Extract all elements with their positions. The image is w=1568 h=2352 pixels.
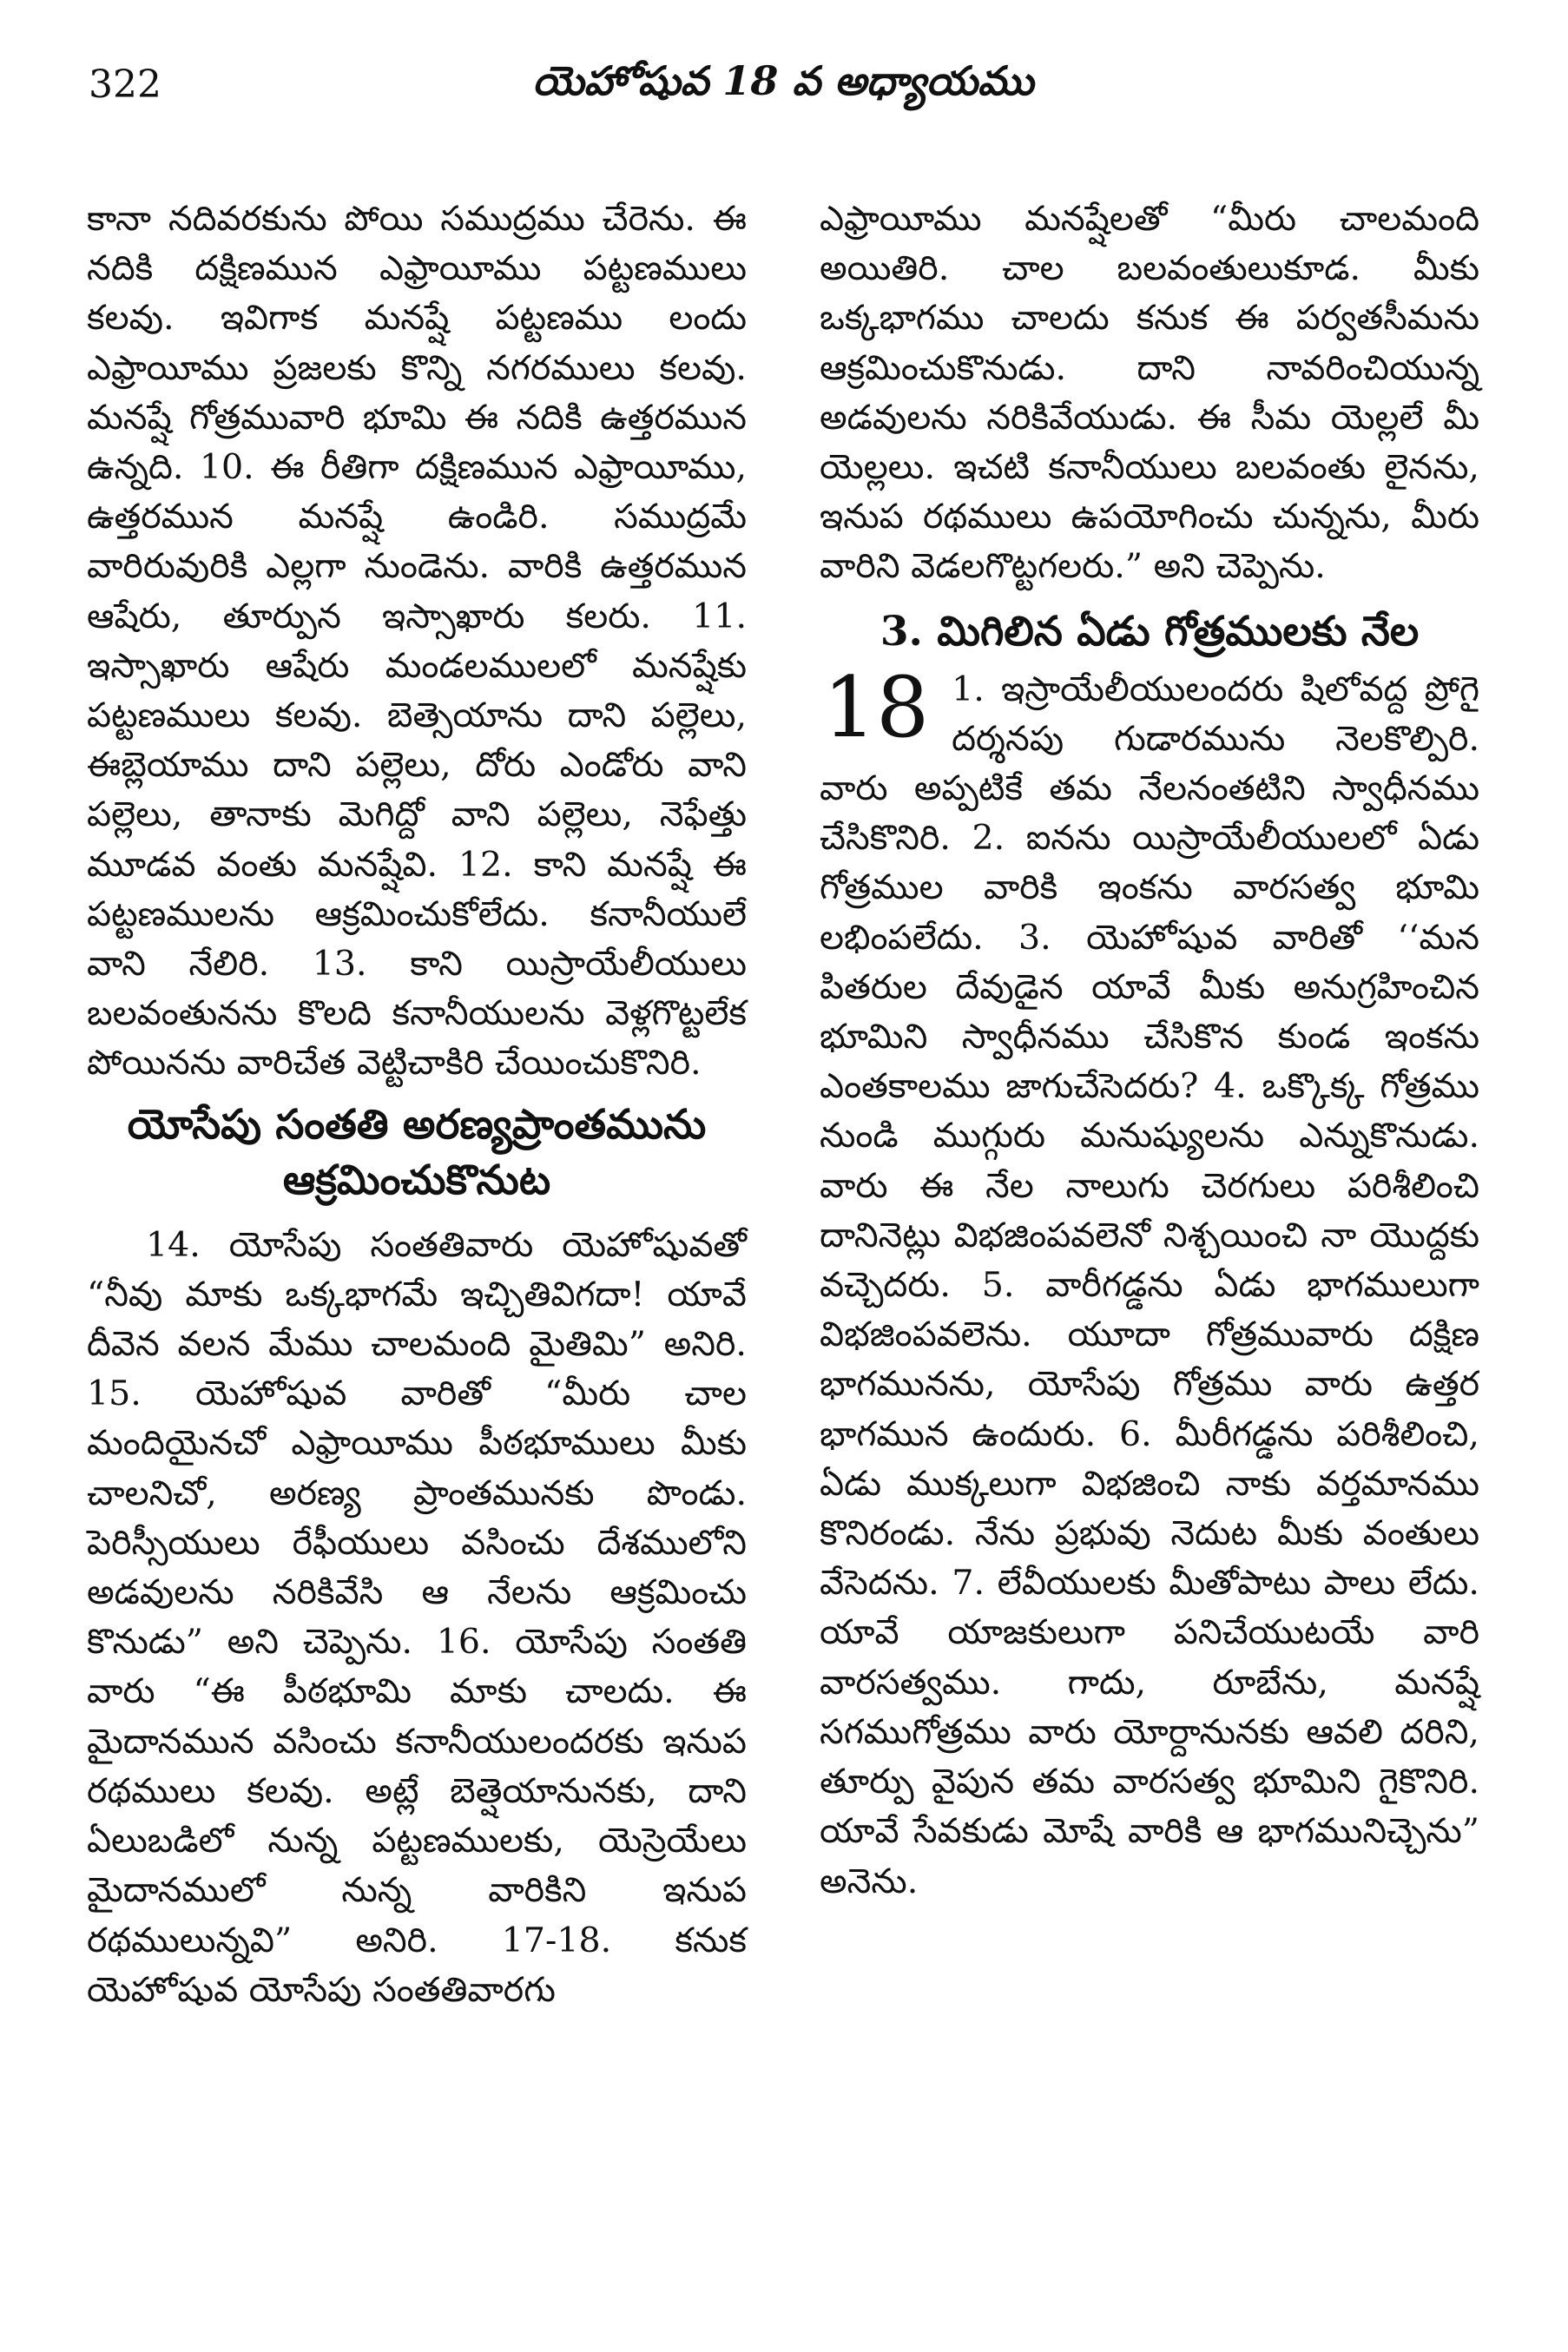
page-number: 322 — [89, 63, 161, 107]
left-paragraph-2: 14. యోసేపు సంతతివారు యెహోషువతో “నీవు మాకు ఒక్కభాగమే ఇచ్చితివిగదా! యావే దీవెన వలన మేము చాలమంది మైతిమి” అనిరి. 15. యెహోషువ వారితో “మీరు చాల మందియైనచో ఎఫ్రాయీము పీఠభూములు మీకు చాలనిచో, అరణ్య ప్రాంతమునకు పొండు. పెరిస్సీయులు రేఫీయులు వసించు దేశములోని అడవులను నరికివేసి ఆ నేలను ఆక్రమించు కొనుడు” అని చెప్పెను. 16. యోసేపు సంతతి వారు “ఈ పీఠభూమి మాకు చాలదు. ఈ మైదానమున వసించు కనానీయులందరకు ఇనుప రథములు కలవు. అట్లే బెత్షెయానునకు, దాని ఏలుబడిలో నున్న పట్టణములకు, యెస్రెయేలు మైదానములో నున్న వారికిని ఇనుప రథములున్నవి” అనిరి. 17-18. కనుక యెహోషువ యోసేపు సంతతివారగు — [87, 1224, 747, 2010]
section-heading-joseph: యోసేపు సంతతి అరణ్యప్రాంతమును ఆక్రమించుకొనుట — [127, 1100, 707, 1204]
text-columns — [87, 194, 1479, 2015]
chapter-block — [820, 658, 1479, 1907]
running-title: యెహోషువ 18 వ అధ్యాయము — [532, 57, 1034, 104]
left-paragraph-1: కానా నదివరకును పోయి సముద్రము చేరెను. ఈ నదికి దక్షిణమున ఎఫ్రాయీము పట్టణములు కలవు. ఇవిగాక మనష్షే పట్టణము లందు ఎఫ్రాయీము ప్రజలకు కొన్ని నగరములు కలవు. మనష్షే గోత్రమువారి భూమి ఈ నదికి ఉత్తరమున ఉన్నది. 10. ఈ రీతిగా దక్షిణమున ఎఫ్రాయీము, ఉత్తరమున మనష్షే ఉండిరి. సముద్రమే వారిరువురికి ఎల్లగా నుండెను. వారికి ఉత్తరమున ఆషేరు, తూర్పున ఇస్సాఖారు కలరు. 11. ఇస్సాఖారు ఆషేరు మండలములలో మనష్షేకు పట్టణములు కలవు. బెత్సెయాను దాని పల్లెలు, ఈబ్లెయాము దాని పల్లెలు, దోరు ఎండోరు వాని పల్లెలు, తానాకు మెగిద్దో వాని పల్లెలు, నెఫేత్తు మూడవ వంతు మనష్షేవి. 12. కాని మనష్షే ఈ పట్టణములను ఆక్రమించుకోలేదు. కనానీయులే వాని నేలిరి. 13. కాని యిస్రాయేలీయులు బలవంతునను కొలది కనానీయులను వెళ్లగొట్టలేక పోయినను వారిచేత వెట్టిచాకిరి చేయించుకొనిరి. — [87, 199, 747, 1084]
chapter-number: 18 — [823, 658, 930, 756]
left-column — [87, 194, 747, 2015]
right-paragraph-2: 1. ఇస్రాయేలీయులందరు షిలోవద్ద ప్రోగై దర్శనపు గుడారమును నెలకొల్పిరి. వారు అప్పటికే తమ నేలనంతటిని స్వాధీనము చేసికొనిరి. 2. ఐనను యిస్రాయేలీయులలో ఏడు గోత్రముల వారికి ఇంకను వారసత్వ భూమి లభింపలేదు. 3. యెహోషువ వారితో ‘‘మన పితరుల దేవుడైన యావే మీకు అనుగ్రహించిన భూమిని స్వాధీనము చేసికొన కుండ ఇంకను ఎంతకాలము జాగుచేసెదరు? 4. ఒక్కొక్క గోత్రము నుండి ముగ్గురు మనుష్యులను ఎన్నుకొనుడు. వారు ఈ నేల నాలుగు చెరగులు పరిశీలించి దానినెట్లు విభజింపవలెనో నిశ్చయించి నా యొద్దకు వచ్చెదరు. 5. వారీగడ్డను ఏడు భాగములుగా విభజింపవలెను. యూదా గోత్రమువారు దక్షిణ భాగమునను, యోసేపు గోత్రము వారు ఉత్తర భాగమున ఉందురు. 6. మీరీగడ్డను పరిశీలించి, ఏడు ముక్కలుగా విభజించి నాకు వర్తమానము కొనిరండు. నేను ప్రభువు నెదుట మీకు వంతులు వేసెదను. 7. లేవీయులకు మీతోపాటు పాలు లేదు. యావే యాజకులుగా పనిచేయుటయే వారి వారసత్వము. గాదు, రూబేను, మనష్షే సగముగోత్రము వారు యోర్దానునకు ఆవలి దరిని, తూర్పు వైపున తమ వారసత్వ భూమిని గైకొనిరి. యావే సేవకుడు మోషే వారికి ఆ భాగమునిచ్చెను” అనెను. — [820, 669, 1479, 1901]
section-heading-seven-tribes: 3. మిగిలిన ఏడు గోత్రములకు నేల — [880, 607, 1420, 656]
running-header — [87, 50, 1479, 120]
right-paragraph-1: ఎఫ్రాయీము మనష్షేలతో “మీరు చాలమంది అయితిరి. చాల బలవంతులుకూడ. మీకు ఒక్కభాగము చాలదు కనుక ఈ పర్వతసీమను ఆక్రమించుకొనుడు. దాని నావరించియున్న అడవులను నరికివేయుడు. ఈ సీమ యెల్లలే మీ యెల్లలు. ఇచటి కనానీయులు బలవంతు లైనను, ఇనుప రథములు ఉపయోగించు చున్నను, మీరు వారిని వెడలగొట్టగలరు.” అని చెప్పెను. — [820, 199, 1479, 587]
right-column — [820, 194, 1479, 2015]
